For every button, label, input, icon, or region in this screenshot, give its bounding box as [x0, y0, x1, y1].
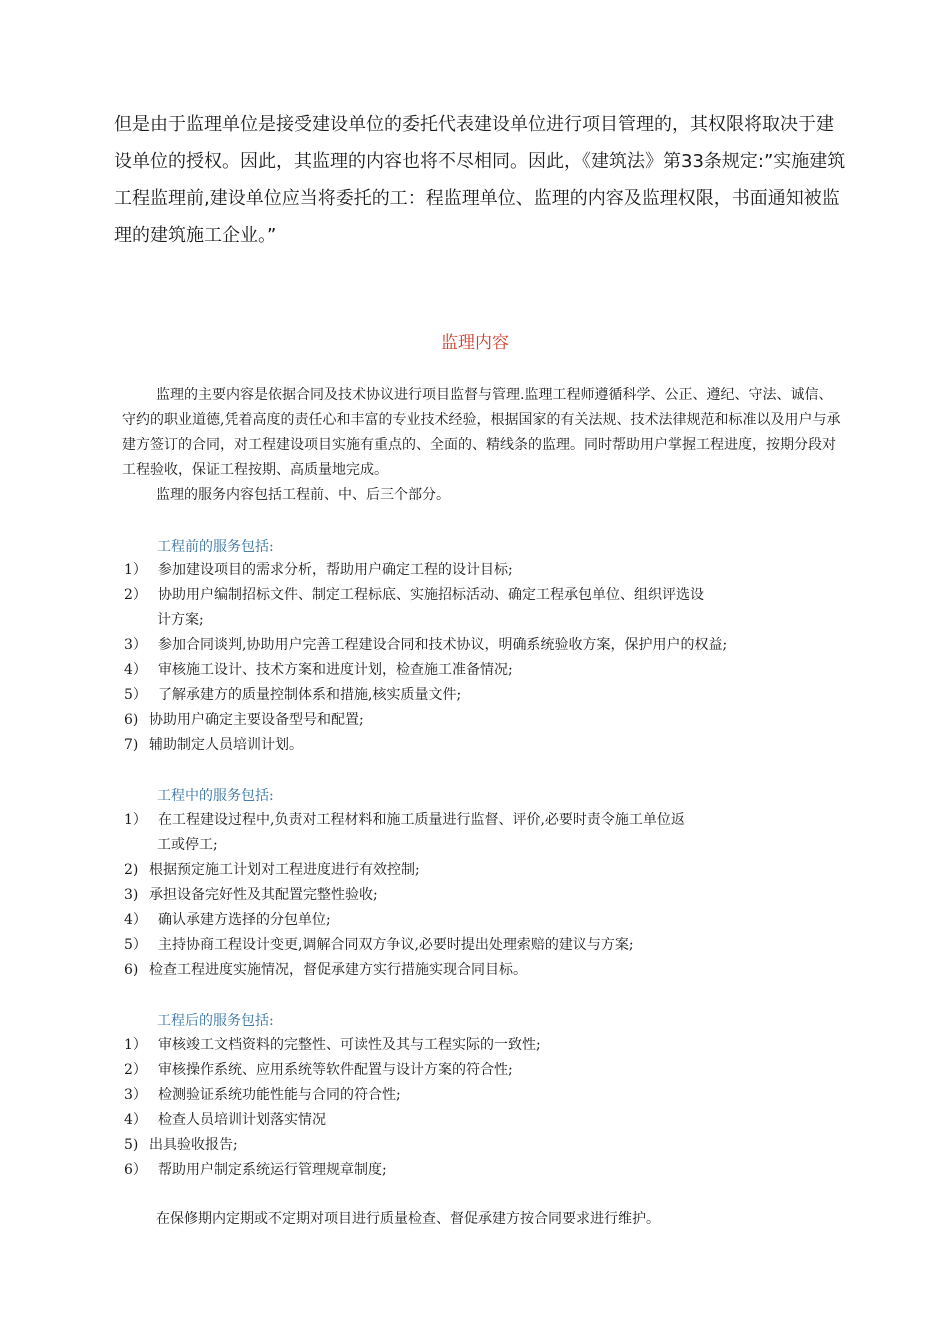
list-item: [124, 1108, 326, 1133]
list-item: [124, 808, 685, 833]
list-item-continuation: 工或停工;: [157, 837, 218, 853]
list-number: 2）: [124, 587, 147, 603]
list-text: 确认承建方选择的分包单位;: [158, 912, 331, 928]
list-text: 审核竣工文档资料的完整性、可读性及其与工程实际的一致性;: [158, 1037, 541, 1053]
list-text: 在工程建设过程中,负责对工程材料和施工质量进行监督、评价,必要时责令施工单位返: [158, 812, 685, 828]
list-item: [124, 933, 634, 958]
list-text: 参加合同谈判,协助用户完善工程建设合同和技术协议，明确系统验收方案，保护用户的权益;: [158, 637, 728, 653]
list-text: 帮助用户制定系统运行管理规章制度;: [158, 1162, 387, 1178]
list-item: [124, 558, 513, 583]
list-text: 根据预定施工计划对工程进度进行有效控制;: [149, 862, 420, 878]
list-text: 检查人员培训计划落实情况: [158, 1112, 326, 1128]
list-item-continuation: 计方案;: [157, 612, 204, 628]
list-number: 5）: [124, 937, 147, 953]
service-overview-paragraph: 监理的服务内容包括工程前、中、后三个部分。: [156, 487, 450, 503]
list-text: 审核操作系统、应用系统等软件配置与设计方案的符合性;: [158, 1062, 513, 1078]
list-item: [124, 708, 364, 733]
list-number: 7): [124, 737, 139, 753]
section-title: 监理内容: [441, 333, 509, 353]
list-text: 辅助制定人员培训计划。: [149, 737, 303, 753]
list-item: [124, 583, 704, 608]
list-item: [124, 1158, 387, 1183]
list-number: 2）: [124, 1062, 147, 1078]
list-item: [124, 1033, 541, 1058]
list-item: [124, 858, 420, 883]
list-number: 6): [124, 962, 139, 978]
list-item: [124, 1058, 513, 1083]
list-text: 检查工程进度实施情况，督促承建方实行措施实现合同目标。: [149, 962, 527, 978]
list-item: [124, 658, 513, 683]
list-number: 4）: [124, 662, 147, 678]
list-number: 5): [124, 1137, 139, 1153]
list-number: 6): [124, 712, 139, 728]
list-item: [124, 1083, 401, 1108]
list-item: [124, 633, 727, 658]
list-number: 3）: [124, 637, 147, 653]
list-number: 5）: [124, 687, 147, 703]
during-heading: 工程中的服务包括:: [157, 788, 274, 804]
list-text: 了解承建方的质量控制体系和措施,核实质量文件;: [158, 687, 462, 703]
list-number: 1）: [124, 812, 147, 828]
after-heading: 工程后的服务包括:: [157, 1013, 274, 1029]
list-number: 4）: [124, 912, 147, 928]
list-item: [124, 883, 378, 908]
list-number: 3）: [124, 1087, 147, 1103]
intro-paragraph: 但是由于监理单位是接受建设单位的委托代表建设单位进行项目管理的，其权限将取决于建设单位的授权。因此，其监理的内容也将不尽相同。因此，《建筑法》第33条规定:”实施建筑工程监理前,建设单位应当将委托的工：程监理单位、监理的内容及监理权限，书面通知被监理的建筑施工企业。”: [114, 114, 846, 246]
list-text: 出具验收报告;: [149, 1137, 238, 1153]
list-text: 检测验证系统功能性能与合同的符合性;: [158, 1087, 401, 1103]
closing-paragraph: 在保修期内定期或不定期对项目进行质量检查、督促承建方按合同要求进行维护。: [156, 1211, 660, 1227]
list-number: 1）: [124, 1037, 147, 1053]
list-item: [124, 1133, 238, 1158]
list-number: 4）: [124, 1112, 147, 1128]
list-text: 承担设备完好性及其配置完整性验收;: [149, 887, 378, 903]
list-text: 审核施工设计、技术方案和进度计划，检查施工准备情况;: [158, 662, 513, 678]
list-item: [124, 958, 527, 983]
main-content-paragraph: 监理的主要内容是依据合同及技术协议进行项目监督与管理.监理工程师遵循科学、公正、遵纪、守法、诚信、守约的职业道德,凭着高度的责任心和丰富的专业技术经验，根据国家的有关法规、技术法律规范和标准以及用户与承建方签订的合同，对工程建设项目实施有重点的、全面的、精线条的监理。同时帮助用户掌握工程进度，按期分段对工程验收，保证工程按期、高质量地完成。: [122, 387, 841, 478]
list-number: 3): [124, 887, 139, 903]
list-text: 主持协商工程设计变更,调解合同双方争议,必要时提出处理索赔的建议与方案;: [158, 937, 634, 953]
list-number: 2): [124, 862, 139, 878]
list-text: 协助用户编制招标文件、制定工程标底、实施招标活动、确定工程承包单位、组织评选设: [158, 587, 704, 603]
list-number: 1）: [124, 562, 147, 578]
list-text: 协助用户确定主要设备型号和配置;: [149, 712, 364, 728]
list-number: 6）: [124, 1162, 147, 1178]
list-text: 参加建设项目的需求分析，帮助用户确定工程的设计目标;: [158, 562, 513, 578]
list-item: [124, 683, 461, 708]
list-item: [124, 908, 331, 933]
list-item: [124, 733, 303, 758]
before-heading: 工程前的服务包括:: [157, 539, 274, 555]
